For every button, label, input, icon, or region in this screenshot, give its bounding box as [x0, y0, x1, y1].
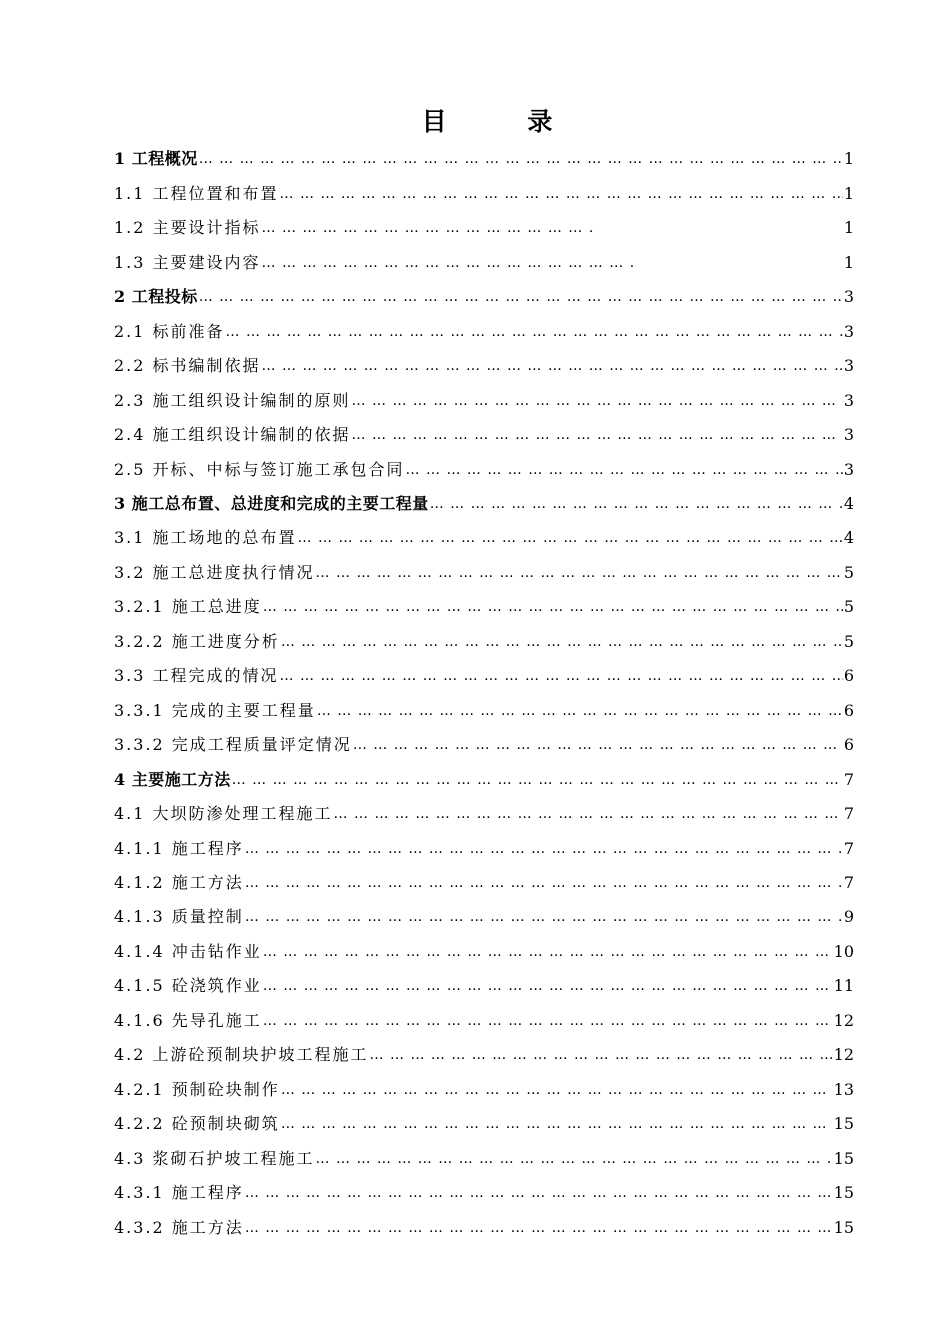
toc-entry-page-number: 1: [843, 252, 854, 272]
toc-entry[interactable]: [114, 969, 854, 1003]
toc-entry-label: 4.3.1 施工程序: [114, 1183, 244, 1203]
toc-entry-label: 4.1.5 砼浇筑作业: [114, 976, 262, 996]
page-title: 目 录: [421, 107, 589, 136]
dot-leader: [245, 1176, 833, 1210]
toc-entry-page-number: 5: [843, 631, 854, 651]
toc-entry-label: 1.2 主要设计指标: [114, 218, 261, 238]
toc-entry[interactable]: [114, 1210, 854, 1244]
toc-entry[interactable]: [114, 245, 854, 279]
dot-leader: [353, 728, 843, 762]
dot-leader: [316, 1142, 833, 1176]
toc-entry[interactable]: [114, 142, 854, 176]
toc-entry-page-number: 15: [833, 1217, 854, 1237]
toc-entry-label: 4.3.2 施工方法: [114, 1217, 244, 1237]
dot-leader: [245, 900, 843, 934]
toc-entry[interactable]: [114, 900, 854, 934]
toc-entry[interactable]: [114, 521, 854, 555]
toc-entry-label: 4.2.2 砼预制块砌筑: [114, 1114, 280, 1134]
toc-entry-label: 2.3 施工组织设计编制的原则: [114, 390, 351, 410]
dot-leader: [298, 521, 843, 555]
toc-entry-label: 1.1 工程位置和布置: [114, 183, 279, 203]
dot-leader: [199, 142, 843, 176]
toc-entry-label: 4.1.2 施工方法: [114, 872, 244, 892]
toc-entry-label: 4.3 浆砌石护坡工程施工: [114, 1148, 315, 1168]
dot-leader: [245, 1211, 833, 1245]
toc-entry-label: 1 工程概况: [114, 149, 198, 169]
toc-entry-label: 4.1 大坝防渗处理工程施工: [114, 804, 333, 824]
toc-entry-label: 3.3.1 完成的主要工程量: [114, 700, 316, 720]
dot-leader: [280, 659, 843, 693]
toc-entry[interactable]: [114, 797, 854, 831]
dot-leader: [370, 1038, 833, 1072]
toc-entry[interactable]: [114, 659, 854, 693]
toc-entry-page-number: 15: [833, 1114, 854, 1134]
toc-entry-label: 4 主要施工方法: [114, 769, 231, 789]
toc-entry[interactable]: [114, 934, 854, 968]
toc-entry[interactable]: [114, 176, 854, 210]
toc-entry-page-number: 15: [833, 1183, 854, 1203]
toc-entry[interactable]: [114, 349, 854, 383]
toc-entry[interactable]: [114, 1038, 854, 1072]
toc-entry-page-number: 4: [843, 528, 854, 548]
toc-entry[interactable]: [114, 693, 854, 727]
toc-entry-page-number: 3: [843, 459, 854, 479]
dot-leader: [281, 1073, 833, 1107]
toc-entry-page-number: 7: [843, 769, 854, 789]
toc-entry-label: 4.2.1 预制砼块制作: [114, 1079, 280, 1099]
toc-entry-label: 3.2.1 施工总进度: [114, 597, 262, 617]
toc-entry-page-number: 9: [843, 907, 854, 927]
toc-entry-label: 4.1.4 冲击钻作业: [114, 941, 262, 961]
dot-leader: [406, 453, 843, 487]
toc-entry[interactable]: [114, 1072, 854, 1106]
toc-entry-page-number: 7: [843, 838, 854, 858]
toc-entry-label: 3 施工总布置、总进度和完成的主要工程量: [114, 493, 429, 513]
toc-entry[interactable]: [114, 280, 854, 314]
toc-entry-page-number: 3: [843, 321, 854, 341]
toc-entry-label: 4.1.6 先导孔施工: [114, 1010, 262, 1030]
dot-leader: [232, 763, 843, 797]
toc-entry-label: 3.1 施工场地的总布置: [114, 528, 297, 548]
toc-entry[interactable]: [114, 211, 854, 245]
toc-entry-page-number: 7: [843, 804, 854, 824]
toc-entry-label: 2.5 开标、中标与签订施工承包合同: [114, 459, 405, 479]
dot-leader: [317, 694, 843, 728]
dot-leader: [245, 866, 843, 900]
toc-entry-label: 3.3.2 完成工程质量评定情况: [114, 735, 352, 755]
toc-entry-label: 2 工程投标: [114, 287, 198, 307]
dot-leader: [263, 969, 833, 1003]
toc-entry-page-number: 12: [833, 1045, 854, 1065]
toc-entry-page-number: 6: [843, 700, 854, 720]
dot-leader: [263, 590, 843, 624]
dot-leader: [263, 935, 833, 969]
toc-entry-page-number: 10: [833, 941, 854, 961]
toc-entry-page-number: 3: [843, 356, 854, 376]
toc-entry[interactable]: [114, 314, 854, 348]
toc-entry[interactable]: [114, 1107, 854, 1141]
toc-entry-label: 3.3 工程完成的情况: [114, 666, 279, 686]
toc-entry-label: 4.1.3 质量控制: [114, 907, 244, 927]
toc-entry-label: 2.1 标前准备: [114, 321, 225, 341]
toc-entry-page-number: 6: [843, 735, 854, 755]
dot-leader: [430, 487, 843, 521]
dot-leader: [280, 177, 843, 211]
dot-leader: [352, 384, 843, 418]
toc-entry[interactable]: [114, 831, 854, 865]
toc-entry[interactable]: [114, 418, 854, 452]
toc-entry-label: 4.2 上游砼预制块护坡工程施工: [114, 1045, 369, 1065]
dot-leader: [226, 315, 843, 349]
toc-entry-page-number: 6: [843, 666, 854, 686]
toc-entry-page-number: 11: [833, 976, 854, 996]
dot-leader: [281, 1107, 833, 1141]
toc-entry-page-number: 1: [843, 183, 854, 203]
dot-leader: [352, 418, 843, 452]
toc-entry[interactable]: [114, 1176, 854, 1210]
toc-entry-page-number: 13: [833, 1079, 854, 1099]
dot-leader: [281, 625, 843, 659]
toc-entry[interactable]: [114, 452, 854, 486]
toc-entry-page-number: 5: [843, 597, 854, 617]
toc-entry[interactable]: [114, 762, 854, 796]
toc-entry[interactable]: [114, 1141, 854, 1175]
toc-entry[interactable]: [114, 383, 854, 417]
toc-entry-page-number: 12: [833, 1010, 854, 1030]
toc-entry-label: 2.4 施工组织设计编制的依据: [114, 425, 351, 445]
toc-entry-label: 2.2 标书编制依据: [114, 356, 261, 376]
toc-entry-label: 3.2.2 施工进度分析: [114, 631, 280, 651]
toc-entry-page-number: 5: [843, 562, 854, 582]
toc-entry[interactable]: [114, 866, 854, 900]
toc-entry-page-number: 3: [843, 390, 854, 410]
toc-entry-page-number: 1: [843, 218, 854, 238]
toc-entry[interactable]: [114, 487, 854, 521]
dot-leader: [263, 1004, 833, 1038]
toc-entry[interactable]: [114, 555, 854, 589]
toc-entry[interactable]: [114, 1003, 854, 1037]
toc-entry-page-number: 3: [843, 287, 854, 307]
dot-leader: [262, 211, 595, 245]
dot-leader: [262, 349, 843, 383]
toc-entry-page-number: 15: [833, 1148, 854, 1168]
toc-entry-label: 1.3 主要建设内容: [114, 252, 261, 272]
toc-entry-page-number: 1: [843, 149, 854, 169]
table-of-contents: [114, 142, 854, 1245]
toc-entry[interactable]: [114, 728, 854, 762]
toc-entry-page-number: 7: [843, 872, 854, 892]
toc-entry-label: 3.2 施工总进度执行情况: [114, 562, 315, 582]
dot-leader: [245, 832, 843, 866]
dot-leader: [199, 280, 843, 314]
toc-entry-page-number: 3: [843, 425, 854, 445]
toc-entry-label: 4.1.1 施工程序: [114, 838, 244, 858]
toc-entry[interactable]: [114, 624, 854, 658]
toc-entry[interactable]: [114, 590, 854, 624]
dot-leader: [334, 797, 843, 831]
dot-leader: [316, 556, 843, 590]
dot-leader: [262, 246, 633, 280]
toc-entry-page-number: 4: [843, 493, 854, 513]
